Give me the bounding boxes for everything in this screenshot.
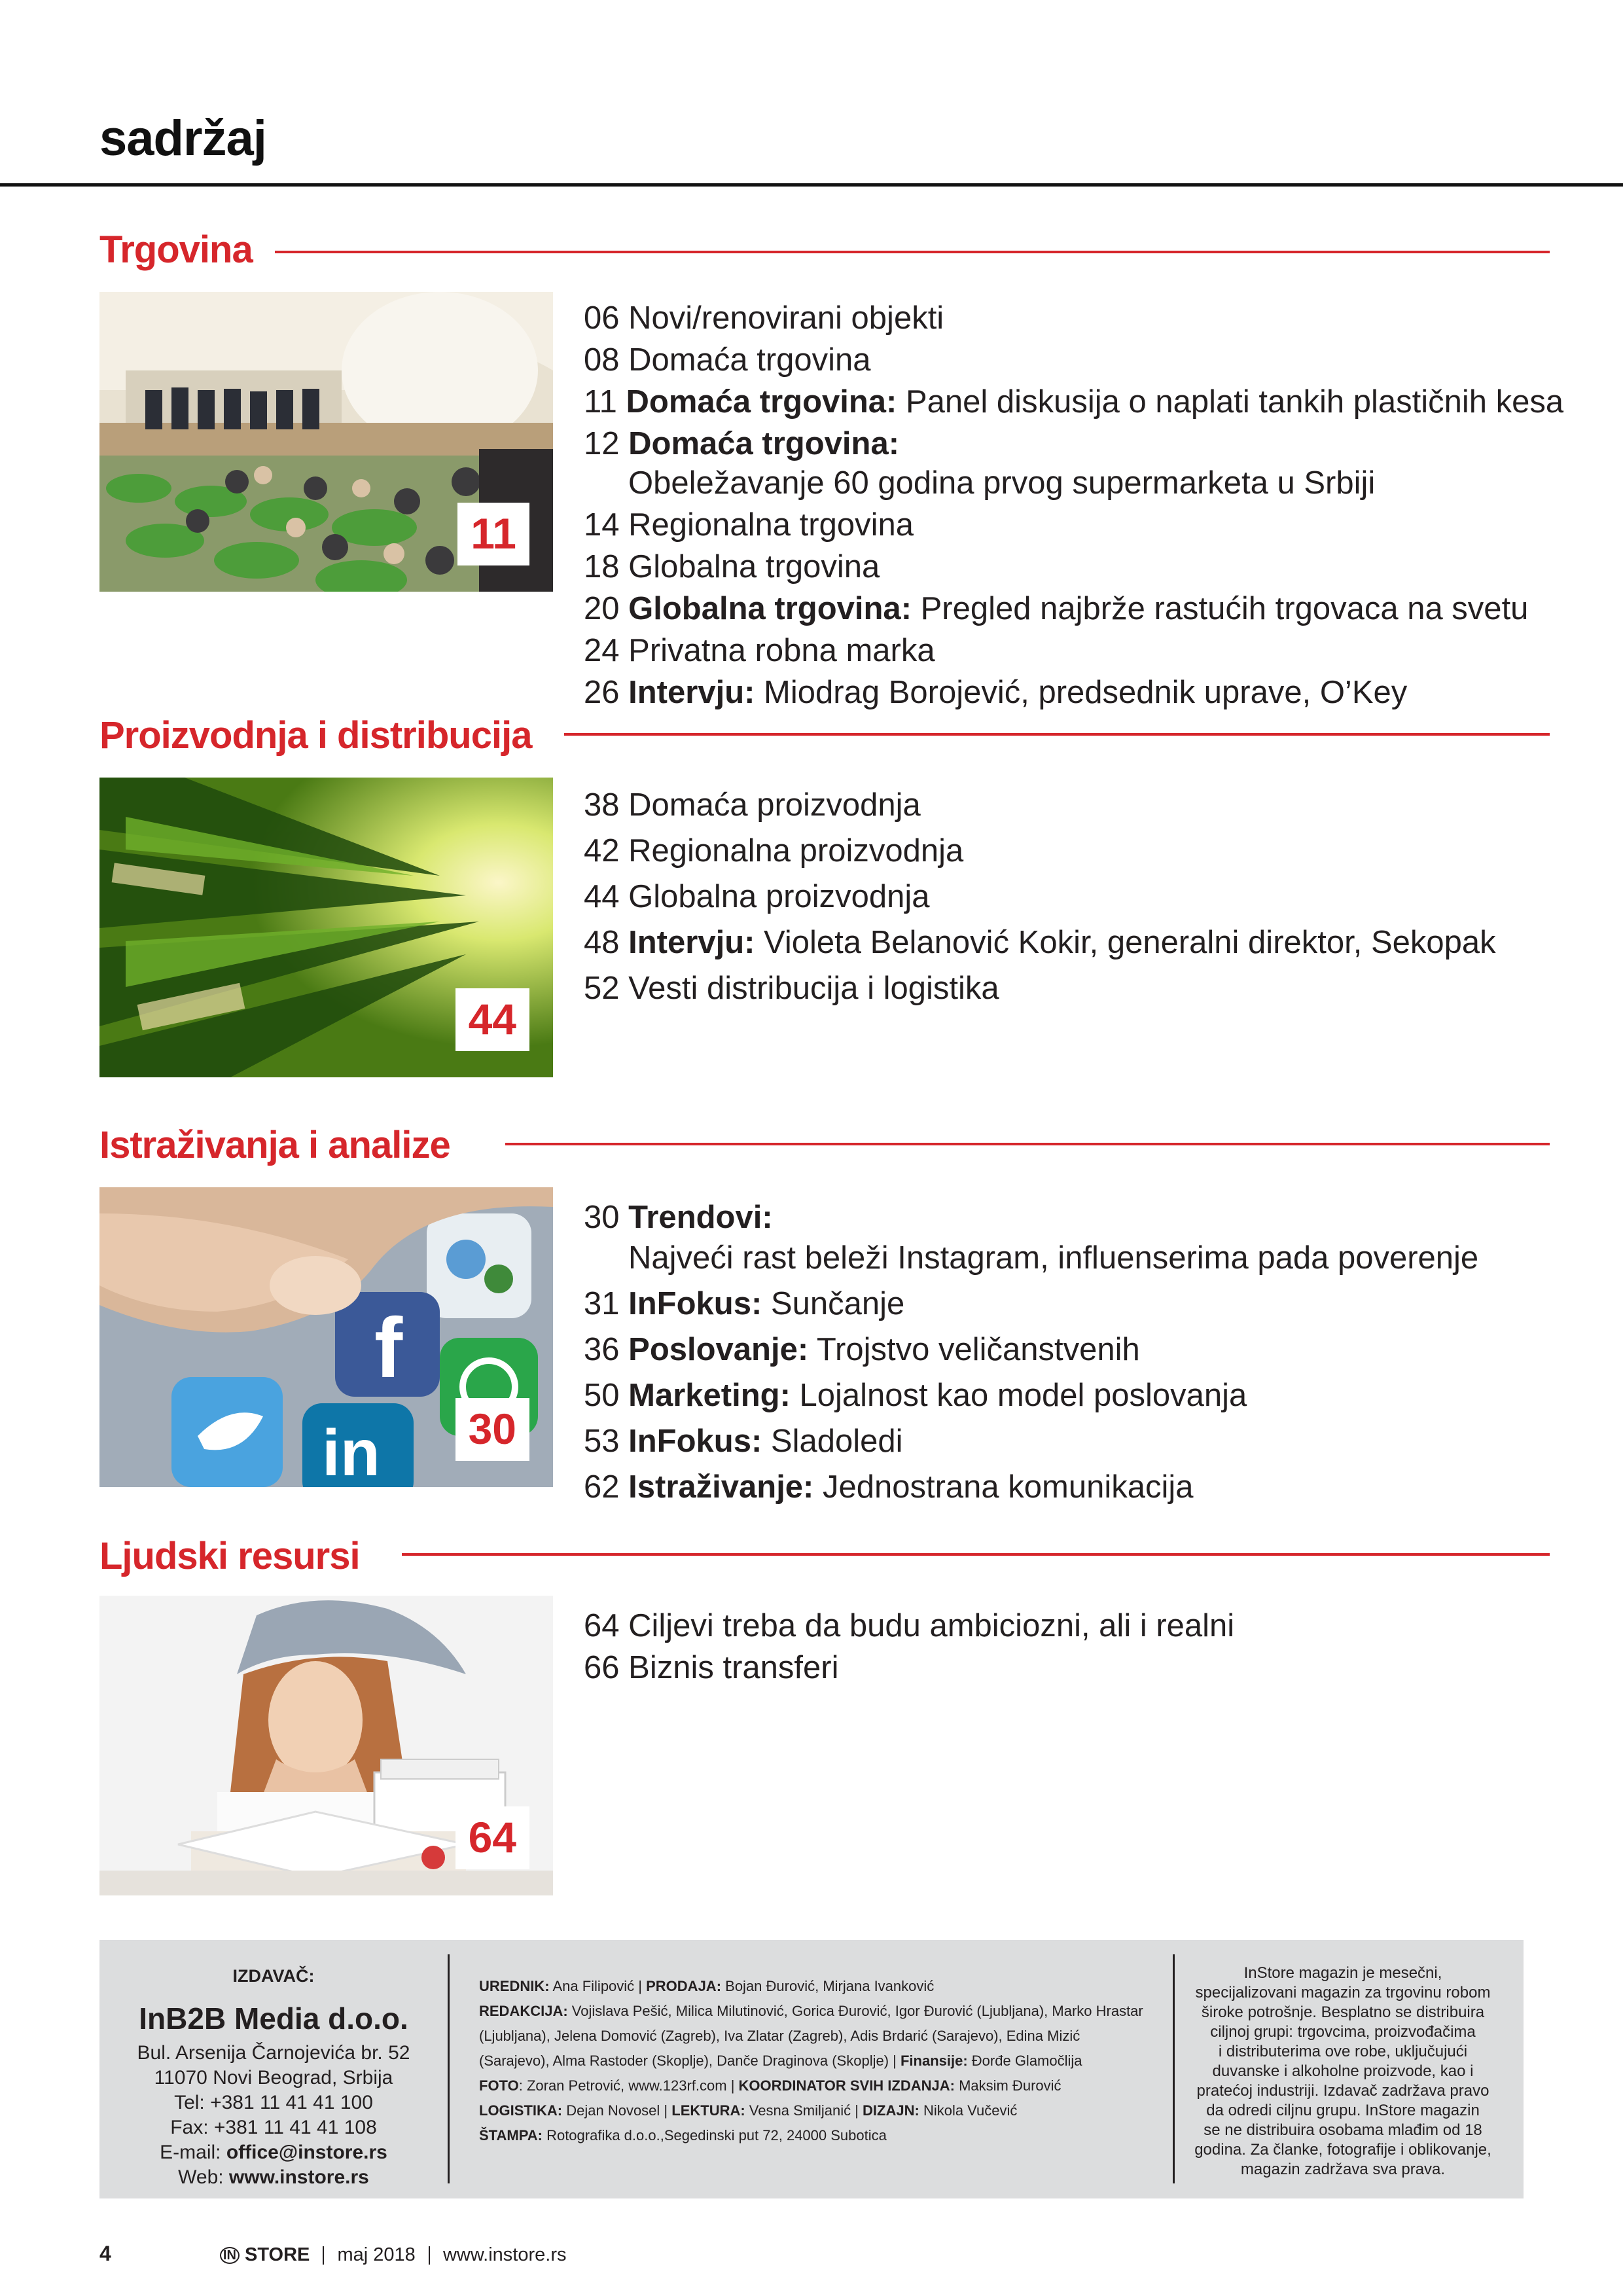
toc-entry[interactable] [584,632,935,669]
entry-page: 38 [584,787,620,823]
header-divider [0,183,1623,187]
publisher-email-line [99,2140,448,2165]
about-line: pratećoj industriji. Izdavač zadržava pravo [1196,2082,1489,2100]
magazine-about [1183,1964,1503,2179]
entry-title: Biznis transferi [628,1650,839,1685]
toc-entry[interactable] [584,878,930,915]
email-label: E-mail: [160,2142,226,2163]
credit-role: DIZAJN: [863,2102,919,2119]
credit-names: : Zoran Petrović, www.123rf.com | [518,2077,739,2094]
entry-title: Regionalna trgovina [628,507,914,543]
credit-role: PRODAJA: [646,1978,722,1994]
credit-names: Đorđe Glamočlija [967,2053,1082,2069]
toc-entry[interactable] [584,1649,838,1686]
entry-page: 64 [584,1608,620,1643]
credit-role: LEKTURA: [671,2102,745,2119]
section-rule-trgovina [275,251,1550,253]
instore-logo [220,2244,310,2265]
section-heading-istrazivanja: Istraživanja i analize [99,1124,450,1166]
entry-page: 14 [584,507,620,543]
footer-separator [429,2246,430,2265]
credit-role: UREDNIK: [479,1978,550,1994]
credit-names: Bojan Đurović, Mirjana Ivanković [721,1978,935,1994]
entry-title: Pregled najbrže rastućih trgovaca na svetu [912,591,1529,626]
entry-title: Miodrag Borojević, predsednik uprave, O’Key [755,675,1408,710]
entry-page: 42 [584,833,620,869]
entry-title: Regionalna proizvodnja [628,833,964,869]
entry-page: 30 [584,1200,620,1235]
logo-mark: IN [220,2247,240,2264]
toc-entry[interactable] [584,1607,1234,1644]
entry-title: Panel diskusija o naplati tankih plastičnih kesa [897,384,1564,420]
imprint-divider [1173,1954,1175,2183]
credit-role: FOTO [479,2077,519,2094]
email-link[interactable]: office@instore.rs [226,2142,387,2163]
footer-url[interactable]: www.instore.rs [442,2244,567,2265]
entry-title: Ciljevi treba da budu ambiciozni, ali i realni [628,1608,1235,1643]
entry-category: Intervju: [628,675,755,710]
entry-page: 24 [584,633,620,668]
section-image-ljudski-resursi [99,1596,553,1895]
entry-title: Globalna trgovina [628,549,880,584]
entry-page: 06 [584,300,620,336]
section-rule-proizvodnja [564,733,1550,736]
entry-page: 52 [584,971,620,1006]
credit-role: KOORDINATOR SVIH IZDANJA: [738,2077,955,2094]
toc-entry[interactable] [584,548,880,585]
credit-line [479,2073,1219,2098]
credit-line [479,2098,1219,2123]
entry-page: 50 [584,1378,620,1413]
about-line: se ne distribuira osobama mlađim od 18 [1204,2121,1482,2139]
toc-entry[interactable] [584,507,914,543]
entry-category: Domaća trgovina: [628,426,900,461]
credit-names: Dejan Novosel | [562,2102,672,2119]
toc-entry[interactable] [584,970,999,1007]
entry-page: 53 [584,1424,620,1459]
about-line: godina. Za članke, fotografije i oblikovanje, [1194,2141,1491,2159]
imprint-divider [448,1954,450,2183]
credit-names: Ana Filipović | [549,1978,647,1994]
entry-category: Trendovi: [628,1200,773,1235]
toc-entry-continuation[interactable]: Najveći rast beleži Instagram, influenserima pada poverenje [628,1240,1479,1276]
web-link[interactable]: www.instore.rs [228,2166,369,2188]
toc-entry[interactable] [584,1331,1140,1368]
section-rule-ljudski-resursi [402,1553,1550,1556]
toc-entry-continuation[interactable]: Obeležavanje 60 godina prvog supermarketa u Srbiji [628,465,1376,501]
credit-line [479,1974,1219,1999]
staff-credits [479,1974,1219,2148]
entry-title: Vesti distribucija i logistika [628,971,999,1006]
entry-category: Globalna trgovina: [628,591,912,626]
entry-category: InFokus: [628,1286,762,1321]
publisher-info [99,1964,448,2190]
toc-entry[interactable] [584,300,944,336]
imprint-box [99,1940,1524,2198]
entry-title: Novi/renovirani objekti [628,300,944,336]
entry-page: 31 [584,1286,620,1321]
entry-title: Trojstvo veličanstvenih [808,1332,1140,1367]
entry-category: Poslovanje: [628,1332,809,1367]
toc-entry[interactable] [584,1469,1194,1505]
about-line: specijalizovani magazin za trgovinu robom [1195,1984,1491,2001]
toc-entry[interactable] [584,674,1407,711]
page-badge: 30 [455,1398,529,1461]
entry-title: Domaća proizvodnja [628,787,921,823]
logo-text: STORE [244,2244,310,2265]
section-rule-istrazivanja [505,1143,1550,1145]
page-footer [99,2242,566,2266]
entry-page: 44 [584,879,620,914]
entry-title: Lojalnost kao model poslovanja [790,1378,1247,1413]
toc-entry[interactable] [584,384,1563,420]
section-heading-proizvodnja: Proizvodnja i distribucija [99,714,532,757]
credit-role: REDAKCIJA: [479,2003,568,2019]
entry-page: 11 [584,384,617,420]
entry-title: Sladoledi [762,1424,903,1459]
toc-entry[interactable] [584,342,871,378]
entry-page: 62 [584,1469,620,1505]
about-line: magazin zadržava sva prava. [1240,2161,1446,2178]
toc-entry[interactable] [584,1423,903,1460]
credit-names: (Sarajevo), Alma Rastoder (Skoplje), Danče Draginova (Skoplje) | [479,2053,901,2069]
publisher-address-line: 11070 Novi Beograd, Srbija [154,2067,393,2089]
about-line: široke potrošnje. Besplatno se distribuira [1201,2003,1485,2021]
entry-category: Istraživanje: [628,1469,814,1505]
toc-entry[interactable] [584,833,963,869]
footer-page-number: 4 [99,2242,111,2265]
entry-title: Globalna proizvodnja [628,879,930,914]
about-line: duvanske i alkoholne proizvode, kao i [1212,2062,1474,2080]
credit-names: Rotografika d.o.o.,Segedinski put 72, 24000 Subotica [542,2127,887,2144]
svg-text:in: in [322,1416,380,1487]
publisher-company: InB2B Media d.o.o. [139,2001,408,2036]
footer-separator [323,2246,324,2265]
publisher-label: IZDAVAČ: [232,1966,315,1986]
entry-title: Violeta Belanović Kokir, generalni direktor, Sekopak [755,925,1496,960]
entry-page: 26 [584,675,620,710]
entry-page: 36 [584,1332,620,1367]
entry-title: Sunčanje [762,1286,905,1321]
section-heading-trgovina: Trgovina [99,228,253,271]
page-title: sadržaj [99,111,266,166]
toc-entry[interactable] [584,1285,904,1322]
credit-role: Finansije: [900,2053,968,2069]
section-image-istrazivanja [99,1187,553,1487]
credit-names: Maksim Đurović [954,2077,1061,2094]
publisher-address-line: Bul. Arsenija Čarnojevića br. 52 [137,2042,410,2064]
entry-page: 48 [584,925,620,960]
entry-title: Privatna robna marka [628,633,935,668]
entry-page: 12 [584,426,620,461]
about-line: InStore magazin je mesečni, [1243,1964,1442,1982]
publisher-web-line [99,2165,448,2190]
entry-category: InFokus: [628,1424,762,1459]
toc-entry[interactable] [584,590,1528,627]
credit-line [479,2123,1219,2148]
credit-role: ŠTAMPA: [479,2127,543,2144]
publisher-phone: Tel: +381 11 41 41 100 [174,2092,373,2113]
toc-entry[interactable] [584,924,1496,961]
credit-role: LOGISTIKA: [479,2102,563,2119]
about-line: i distributerima ove robe, uključujući [1218,2043,1468,2060]
section-heading-ljudski-resursi: Ljudski resursi [99,1535,360,1577]
credit-line [479,1999,1219,2024]
toc-entry[interactable] [584,1199,773,1236]
publisher-fax: Fax: +381 11 41 41 108 [170,2117,377,2138]
section-image-trgovina [99,292,553,592]
entry-page: 20 [584,591,620,626]
entry-category: Domaća trgovina: [626,384,897,420]
credit-line [479,2024,1219,2049]
toc-entry[interactable] [584,787,921,823]
page-badge: 11 [457,503,529,565]
credit-names: Nikola Vučević [919,2102,1018,2119]
web-label: Web: [178,2166,229,2188]
credit-line [479,2049,1219,2073]
entry-page: 66 [584,1650,620,1685]
section-image-proizvodnja [99,778,553,1077]
about-line: ciljnoj grupi: trgovcima, proizvođačima [1210,2023,1476,2041]
svg-text:f: f [374,1300,403,1395]
entry-title: Jednostrana komunikacija [813,1469,1194,1505]
credit-names: Vojislava Pešić, Milica Milutinović, Gorica Đurović, Igor Đurović (Ljubljana), Marko Hrastar [567,2003,1143,2019]
entry-page: 08 [584,342,620,378]
credit-names: (Ljubljana), Jelena Domović (Zagreb), Iva Zlatar (Zagreb), Adis Brdarić (Sarajevo), Edina Mizić [479,2028,1080,2044]
entry-category: Intervju: [628,925,755,960]
entry-category: Marketing: [628,1378,791,1413]
footer-issue: maj 2018 [337,2244,416,2265]
toc-entry[interactable] [584,1377,1247,1414]
page-badge: 44 [455,988,529,1051]
entry-title: Domaća trgovina [628,342,871,378]
credit-names: Vesna Smiljanić | [745,2102,863,2119]
entry-page: 18 [584,549,620,584]
about-line: da odredi ciljnu grupu. InStore magazin [1206,2102,1480,2119]
toc-entry[interactable] [584,425,899,462]
page-badge: 64 [455,1806,529,1869]
